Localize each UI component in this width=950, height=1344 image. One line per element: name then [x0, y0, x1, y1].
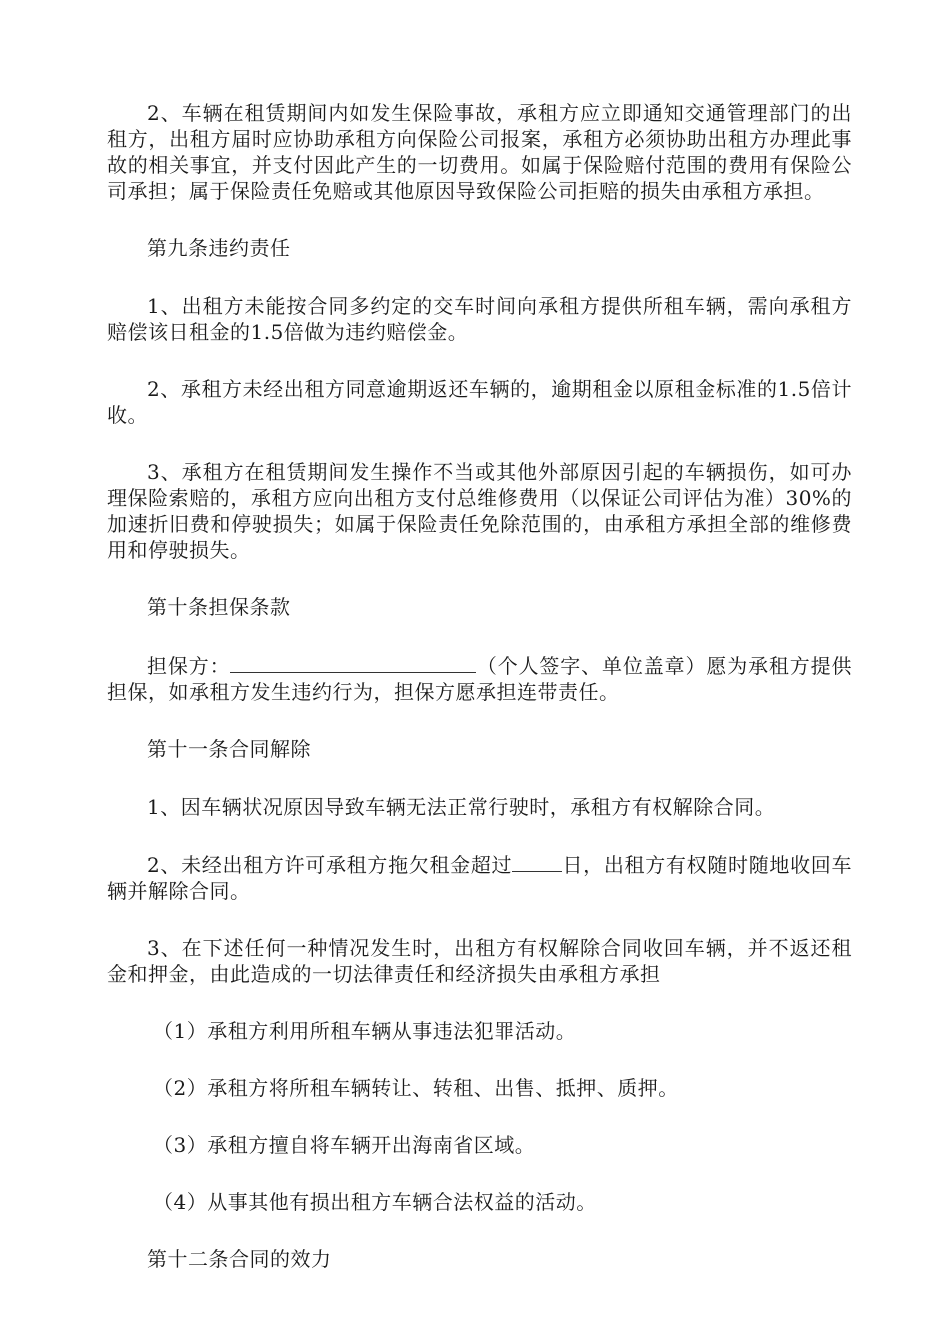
clause-9-item-3: 3、承租方在租赁期间发生操作不当或其他外部原因引起的车辆损伤，如可办理保险索赔的，承租方应向出租方支付总维修费用（以保证公司评估为准）30%的加速折旧费和停驶损失；如属于保险责任免除范围的，由承租方承担全部的维修费用和停驶损失。 — [107, 460, 852, 562]
article-10-heading: 第十条担保条款 — [147, 595, 291, 619]
termination-condition-1: （1）承租方利用所租车辆从事违法犯罪活动。 — [153, 1019, 577, 1043]
article-12-heading: 第十二条合同的效力 — [147, 1247, 332, 1271]
clause-11-item-1: 1、因车辆状况原因导致车辆无法正常行驶时，承租方有权解除合同。 — [147, 795, 776, 819]
overdue-text-start: 2、未经出租方许可承租方拖欠租金超过 — [147, 853, 513, 877]
article-9-heading: 第九条违约责任 — [147, 236, 291, 260]
clause-11-item-3: 3、在下述任何一种情况发生时，出租方有权解除合同收回车辆，并不返还租金和押金，由此造成的一切法律责任和经济损失由承租方承担 — [107, 936, 852, 986]
termination-condition-4: （4）从事其他有损出租方车辆合法权益的活动。 — [153, 1190, 597, 1214]
guarantor-signature-blank[interactable] — [230, 652, 476, 673]
article-11-heading: 第十一条合同解除 — [147, 737, 311, 761]
overdue-text-end: 日，出租方有权随时随地收回车辆并解除合同。 — [107, 853, 852, 903]
termination-condition-3: （3）承租方擅自将车辆开出海南省区域。 — [153, 1133, 536, 1157]
document-page — [107, 100, 852, 1304]
overdue-days-blank[interactable] — [512, 851, 562, 872]
clause-9-item-1: 1、出租方未能按合同多约定的交车时间向承租方提供所租车辆，需向承租方赔偿该日租金的1.5倍做为违约赔偿金。 — [107, 294, 852, 344]
guarantor-text: （个人签字、单位盖章）愿为承租方提供担保，如承租方发生违约行为，担保方愿承担连带责任。 — [107, 654, 853, 704]
clause-10-guarantee — [107, 652, 852, 705]
termination-condition-2: （2）承租方将所租车辆转让、转租、出售、抵押、质押。 — [153, 1076, 679, 1100]
clause-8-item-2: 2、车辆在租赁期间内如发生保险事故，承租方应立即通知交通管理部门的出租方，出租方届时应协助承租方向保险公司报案，承租方必须协助出租方办理此事故的相关事宜，并支付因此产生的一切费用。如属于保险赔付范围的费用有保险公司承担；属于保险责任免赔或其他原因导致保险公司拒赔的损失由承租方承担。 — [107, 101, 852, 203]
guarantor-label: 担保方： — [147, 654, 231, 678]
clause-11-item-2 — [107, 851, 852, 904]
clause-9-item-2: 2、承租方未经出租方同意逾期返还车辆的，逾期租金以原租金标准的1.5倍计收。 — [107, 377, 852, 427]
